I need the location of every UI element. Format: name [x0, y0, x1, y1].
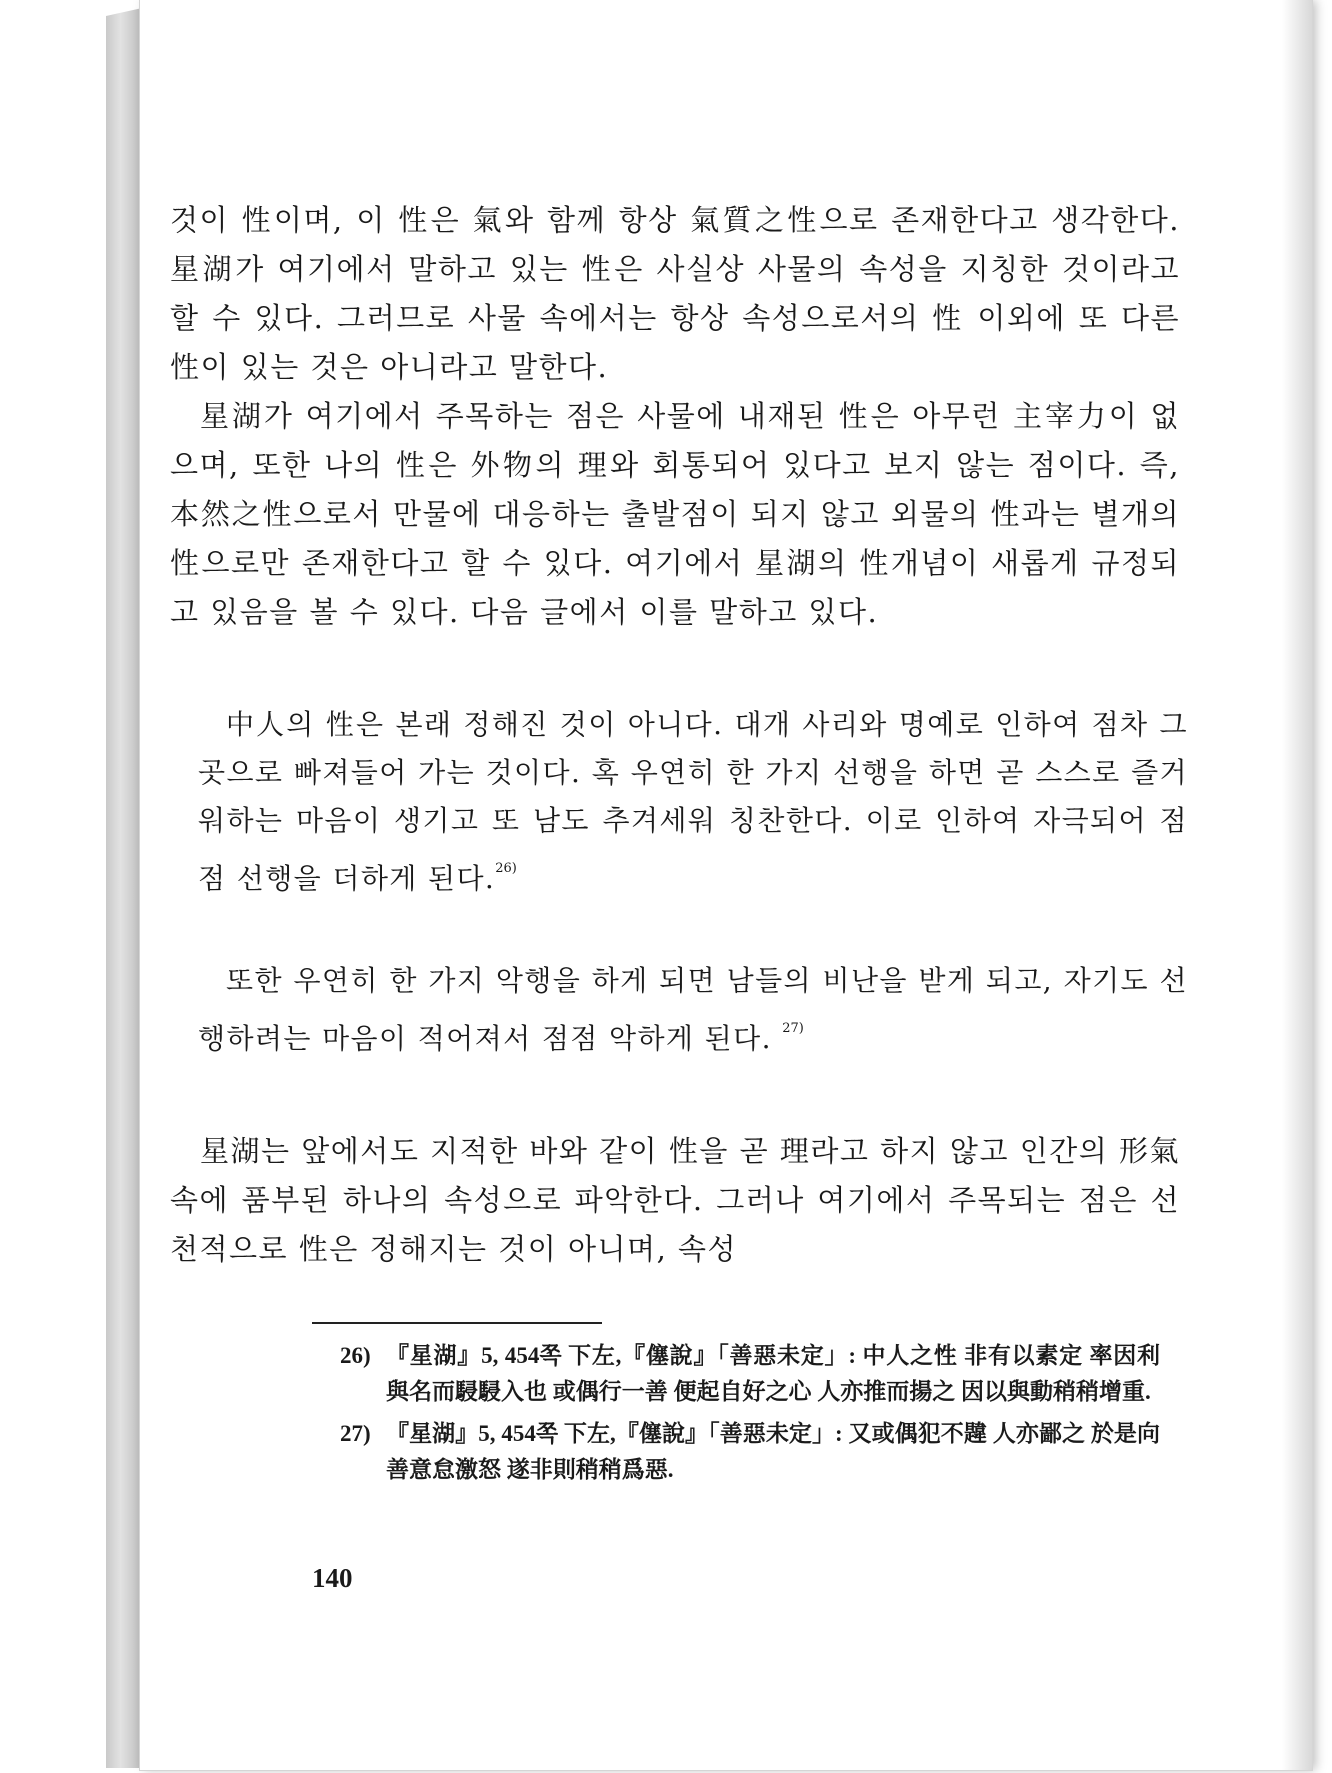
quote-paragraph-2 [198, 957, 1188, 1063]
book-spine [106, 8, 142, 1768]
quote-1-text: 中人의 性은 본래 정해진 것이 아니다. 대개 사리와 명예로 인하여 점차 그곳으로 빠져들어 가는 것이다. 혹 우연히 한 가지 선행을 하면 곧 스스로 즐거워하는 마음이 생기고 또 남도 추겨세워 칭찬한다. 이로 인하여 자극되어 점점 선행을 더하게 된다. [198, 708, 1188, 895]
footnote-text: 『星湖』5, 454쪽 下左,『僿說』「善惡未定」: 中人之性 非有以素定 率因利 與名而駸駸入也 或偶行一善 便起自好之心 人亦推而揚之 因以與動稍稍增重. [386, 1343, 1160, 1404]
footnote-text: 『星湖』5, 454쪽 下左,『僿說』「善惡未定」: 又或偶犯不韙 人亦鄙之 於是向善意怠激怒 遂非則稍稍爲惡. [386, 1421, 1160, 1482]
page-number: 140 [312, 1563, 353, 1593]
quote-2-text: 또한 우연히 한 가지 악행을 하게 되면 남들의 비난을 받게 되고, 자기도 선행하려는 마음이 적어져서 점점 악하게 된다. [198, 964, 1188, 1055]
footnote-26 [340, 1338, 1160, 1410]
block-quote [198, 701, 1188, 1063]
footnote-ref-26[interactable]: 26) [495, 861, 517, 876]
page-content [170, 196, 1188, 1274]
footnote-number: 26) [340, 1343, 371, 1368]
page-edge-shadow [1282, 0, 1312, 1770]
quote-paragraph-1 [198, 701, 1188, 903]
footnotes [340, 1338, 1160, 1494]
footnote-divider [312, 1322, 602, 1324]
body-paragraph-3: 星湖는 앞에서도 지적한 바와 같이 性을 곧 理라고 하지 않고 인간의 形氣 속에 품부된 하나의 속성으로 파악한다. 그러나 여기에서 주목되는 점은 선천적으로 性은 정해지는 것이 아니며, 속성 [170, 1134, 1180, 1266]
body-paragraph-2: 星湖가 여기에서 주목하는 점은 사물에 내재된 性은 아무런 主宰力이 없으며, 또한 나의 性은 外物의 理와 회통되어 있다고 보지 않는 점이다. 즉, 本然之性으로서 만물에 대응하는 출발점이 되지 않고 외물의 性과는 별개의 性으로만 존재한다고 할 수 있다. 여기에서 星湖의 性개념이 새롭게 규정되고 있음을 볼 수 있다. 다음 글에서 이를 말하고 있다. [170, 399, 1180, 629]
footnote-27 [340, 1416, 1160, 1488]
footnote-number: 27) [340, 1421, 371, 1446]
footnote-ref-27[interactable]: 27) [782, 1021, 804, 1036]
body-paragraph-1: 것이 性이며, 이 性은 氣와 함께 항상 氣質之性으로 존재한다고 생각한다. 星湖가 여기에서 말하고 있는 性은 사실상 사물의 속성을 지칭한 것이라고 할 수 있다. 그러므로 사물 속에서는 항상 속성으로서의 性 이외에 또 다른 性이 있는 것은 아니라고 말한다. [170, 203, 1180, 384]
